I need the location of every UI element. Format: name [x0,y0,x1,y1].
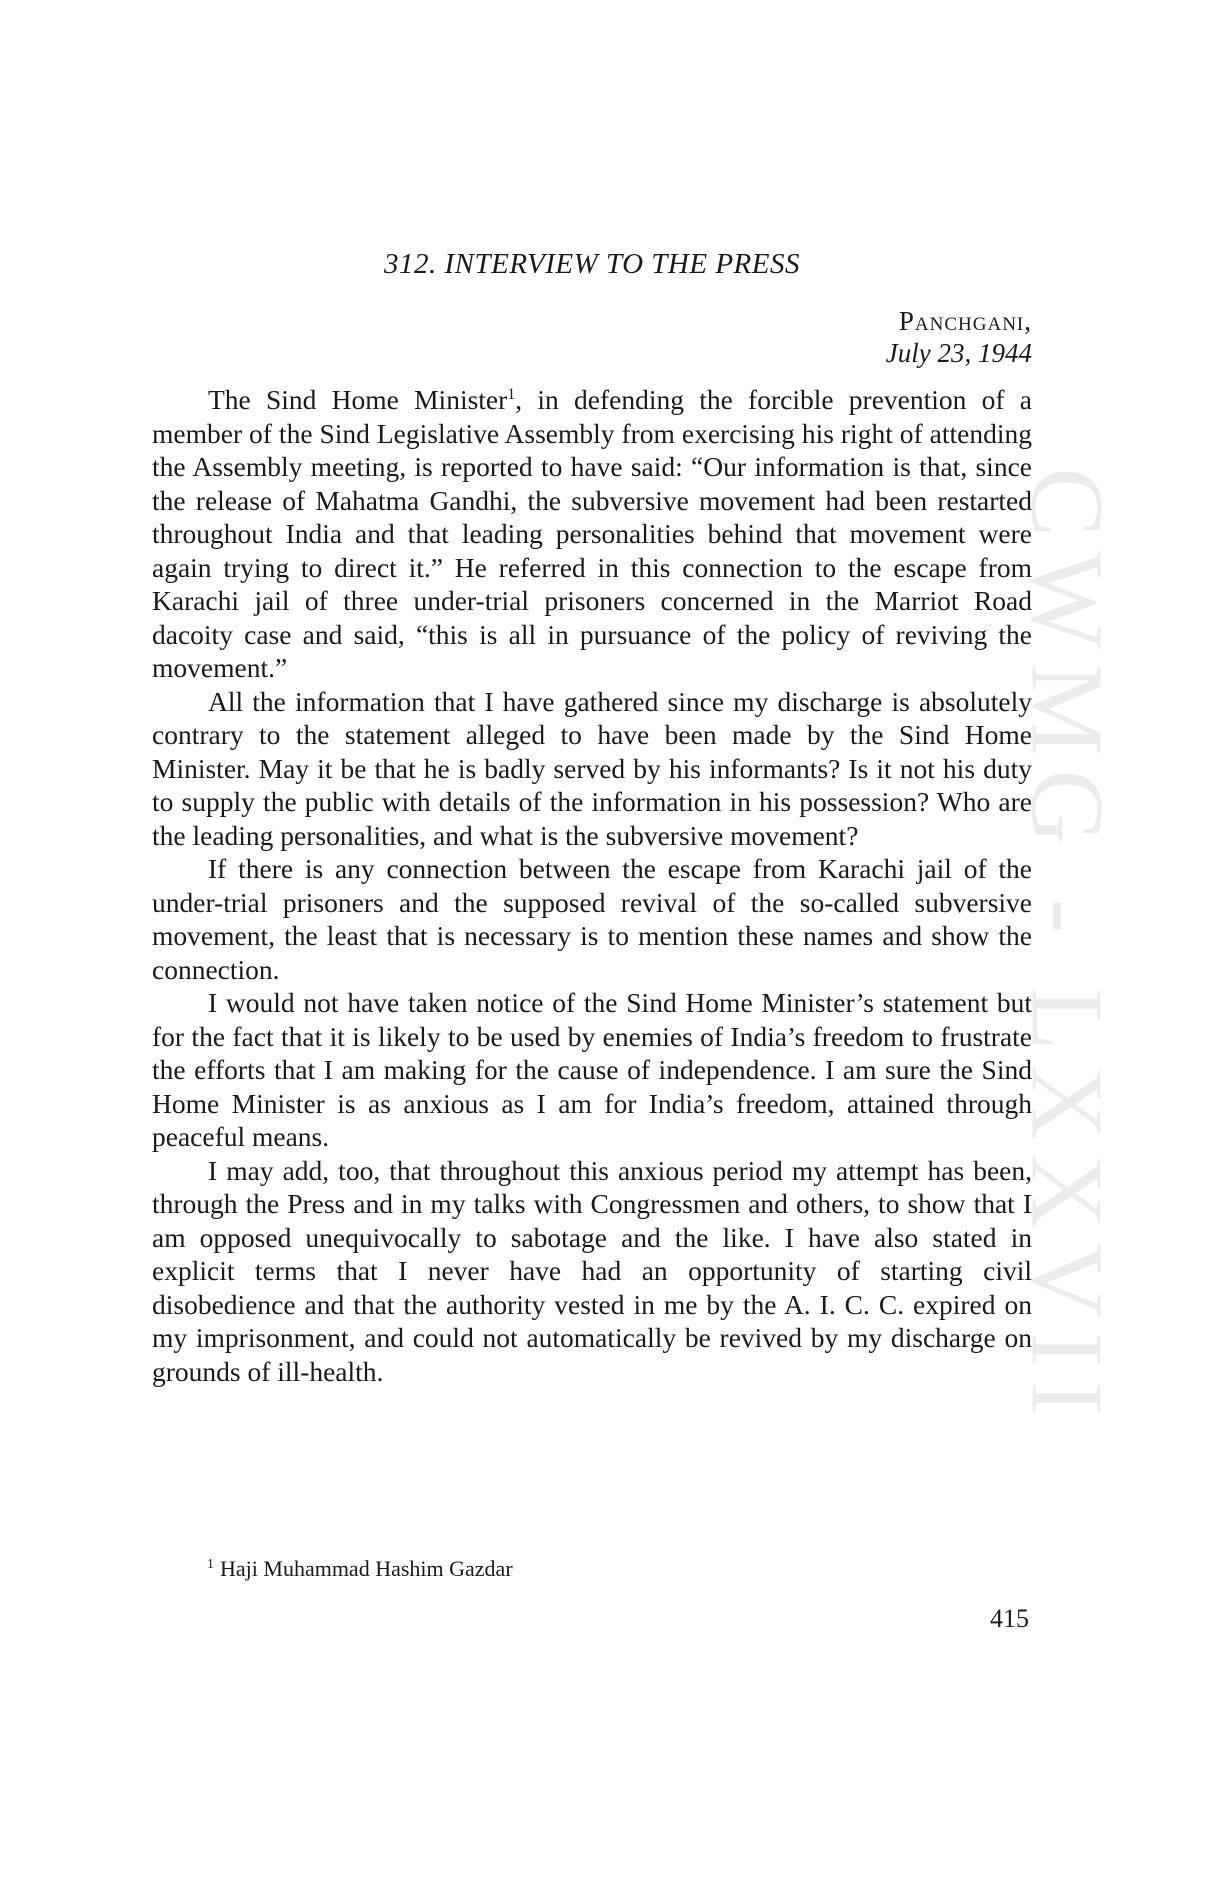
paragraph: All the information that I have gathered since my discharge is absolutely contrary to the statement alleged to have been made by the Sind Home Minister. May it be that he is badly served by his informants? Is it not his duty to supply the public with details of the information in his possession? Who are the leading personalities, and what is the subversive movement? [152,685,1032,851]
paragraph-text: , in defending the forcible prevention of a member of the Sind Legislative Assembly from exercising his right of attending the Assembly meeting, is reported to have said: “Our information is that, since the release of Mahatma Gandhi, the subversive movement had been restarted throughout India and that leading personalities behind that movement were again trying to direct it.” He referred in this connection to the escape from Karachi jail of three under-trial prisoners concerned in the Marriot Road dacoity case and said, “this is all in pursuance of the policy of reviving the movement.” [152,384,1032,683]
footnote-text: Haji Muhammad Hashim Gazdar [220,1556,513,1581]
article-body [152,383,1032,1388]
paragraph: I may add, too, that throughout this anxious period my attempt has been, through the Press and in my talks with Congressmen and others, to show that I am opposed unequivocally to sabotage and the like. I have also stated in explicit terms that I never have had an opportunity of starting civil disobedience and that the authority vested in me by the A. I. C. C. expired on my imprisonment, and could not automatically be revived by my discharge on grounds of ill-health. [152,1154,1032,1387]
article-heading: 312. INTERVIEW TO THE PRESS [383,248,800,280]
paragraph-text: The Sind Home Minister [208,384,508,415]
footnote-reference: 1 [507,385,516,403]
footnote-marker: 1 [207,1556,214,1572]
page-number: 415 [990,1604,1029,1633]
paragraph: If there is any connection between the escape from Karachi jail of the under-trial prisoners and the supposed revival of the so-called subversive movement, the least that is necessary is to mention these names and show the connection. [152,853,1032,985]
paragraph [152,383,1032,685]
paragraph: I would not have taken notice of the Sind Home Minister’s statement but for the fact that it is likely to be used by enemies of India’s freedom to frustrate the efforts that I am making for the cause of independence. I am sure the Sind Home Minister is as anxious as I am for India’s freedom, attained through peaceful means. [152,987,1032,1152]
watermark-text: CWMG - LXXVII [1009,467,1125,1429]
dateline-place: Panchgani, [898,306,1032,336]
footnote [207,1556,513,1582]
dateline-date: July 23, 1944 [885,338,1032,368]
